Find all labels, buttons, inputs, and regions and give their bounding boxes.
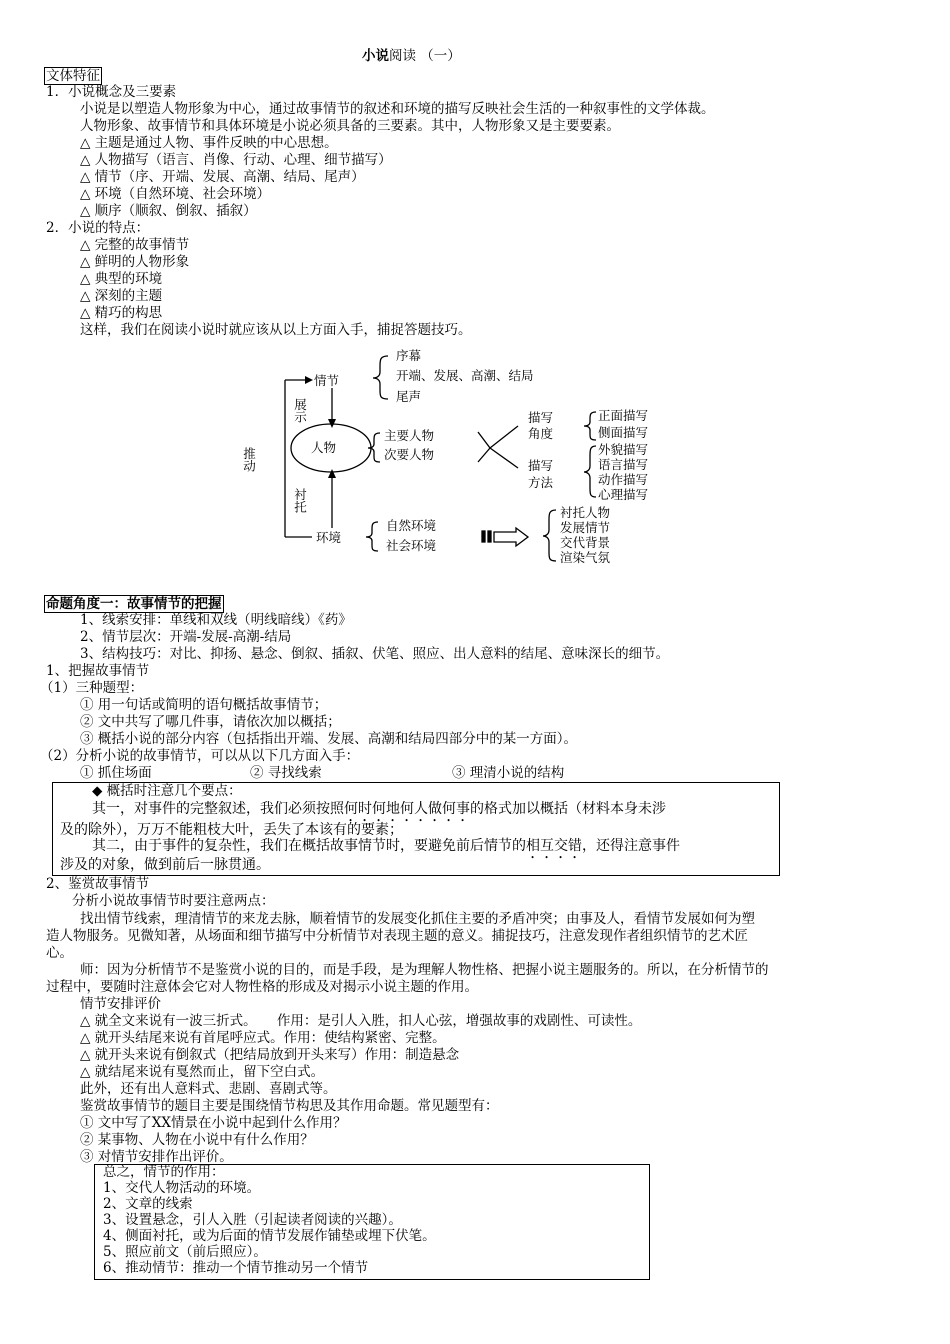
summary-line: 5、照应前文（前后照应）。 bbox=[103, 1244, 267, 1260]
paragraph-line: 小说是以塑造人物形象为中心，通过故事情节的叙述和环境的描写反映社会生活的一种叙事性的文学体裁。 bbox=[80, 101, 715, 117]
diagram-angle-item: 侧面描写 bbox=[598, 425, 649, 440]
paragraph-line: 这样，我们在阅读小说时就应该从以上方面入手，捕捉答题技巧。 bbox=[80, 322, 472, 338]
summary-line: 6、推动情节：推动一个情节推动另一个情节 bbox=[103, 1260, 369, 1276]
question-item: ③ 对情节安排作出评价。 bbox=[80, 1149, 233, 1165]
diagram-plot-item: 序幕 bbox=[396, 348, 422, 363]
question-item: ① 文中写了XX情景在小说中起到什么作用？ bbox=[80, 1115, 347, 1131]
diagram-method-item: 心理描写 bbox=[598, 487, 649, 502]
intro-line: 1、线索安排：单线和双线（明线暗线）《药》 bbox=[80, 612, 352, 628]
aspect-item: ③ 理清小说的结构 bbox=[452, 765, 565, 781]
summary-line: 3、设置悬念，引人入胜（引起读者阅读的兴趣）。 bbox=[103, 1212, 402, 1228]
diagram-label-tuidong: 推动 bbox=[241, 447, 257, 472]
question-item: ② 某事物、人物在小说中有什么作用？ bbox=[80, 1132, 314, 1148]
point-1-heading: 1．小说概念及三要素 bbox=[46, 84, 177, 100]
tips-text: 其二，由于事件的复杂性，我们在概括故事情节时，要避免前后情节的 bbox=[92, 838, 526, 854]
diagram-role: 主要人物 bbox=[384, 428, 435, 443]
diagram-angle-item: 正面描写 bbox=[598, 408, 649, 423]
diagram-angle-label: 描写 bbox=[528, 410, 554, 425]
title-bold: 小说 bbox=[362, 48, 389, 64]
eval-item: △ 就开头结尾来说有首尾呼应式。作用：使结构紧密、完整。 bbox=[80, 1030, 446, 1046]
paragraph-line: 此外，还有出人意料式、悲剧、喜剧式等。 bbox=[80, 1081, 337, 1097]
summary-line: 1、交代人物活动的环境。 bbox=[103, 1180, 261, 1196]
list-item: △ 顺序（顺叙、倒叙、插叙） bbox=[80, 203, 257, 219]
point-2-heading: 2．小说的特点： bbox=[46, 220, 150, 236]
tips-text: 其一，对事件的完整叙述，我们必须按照 bbox=[92, 801, 344, 817]
paragraph-line: 找出情节线索，理清情节的来龙去脉，顺着情节的发展变化抓住主要的矛盾冲突；由事及人，看情节发展如何为塑 bbox=[80, 911, 755, 927]
section-heading-plot: 命题角度一：故事情节的把握 bbox=[46, 596, 222, 612]
diagram-method-label: 描写 bbox=[528, 458, 554, 473]
aspect-item: ① 抓住场面 bbox=[80, 765, 152, 781]
paragraph-line: 鉴赏故事情节的题目主要是围绕情节构思及其作用命题。常见题型有： bbox=[80, 1098, 499, 1114]
diagram-label-chentuo: 衬托 bbox=[292, 488, 308, 513]
list-item: △ 精巧的构思 bbox=[80, 305, 163, 321]
page-title bbox=[362, 48, 461, 64]
paragraph-line: 人物形象、故事情节和具体环境是小说必须具备的三要素。其中，人物形象又是主要要素。 bbox=[80, 118, 620, 134]
list-item: △ 深刻的主题 bbox=[80, 288, 163, 304]
diagram-method-item: 外貌描写 bbox=[598, 442, 649, 457]
tips-line: 及的除外），万万不能粗枝大叶，丢失了本该有的要素； bbox=[60, 822, 403, 838]
diagram-env-function: 发展情节 bbox=[560, 520, 611, 535]
diagram-method-item: 动作描写 bbox=[598, 472, 649, 487]
type-item: ② 文中共写了哪几件事，请依次加以概括； bbox=[80, 714, 341, 730]
eval-heading: 情节安排评价 bbox=[80, 996, 161, 1012]
tips-emphasis: 相互交错 bbox=[526, 838, 582, 854]
intro-line: 2、情节层次：开端-发展-高潮-结局 bbox=[80, 629, 292, 645]
diagram-node-environment: 环境 bbox=[316, 530, 342, 545]
aspect-item: ② 寻找线索 bbox=[250, 765, 322, 781]
subheading-grasp: 1、把握故事情节 bbox=[46, 663, 150, 679]
paragraph-line: 心。 bbox=[46, 945, 73, 961]
tips-text: ，还得注意事件 bbox=[582, 838, 680, 854]
tips-emphasis: 何时何地何人做何事 bbox=[344, 801, 470, 817]
list-item: △ 完整的故事情节 bbox=[80, 237, 190, 253]
diagram-env-function: 衬托人物 bbox=[560, 505, 611, 520]
paragraph-line: 分析小说故事情节时要注意两点： bbox=[72, 893, 275, 909]
list-item: △ 情节（序、开端、发展、高潮、结局、尾声） bbox=[80, 169, 365, 185]
paragraph-line: 师：因为分析情节不是鉴赏小说的目的，而是手段，是为理解人物性格、把握小说主题服务的。所以，在分析情节的 bbox=[80, 962, 769, 978]
intro-line: 3、结构技巧：对比、抑扬、悬念、倒叙、插叙、伏笔、照应、出人意料的结尾、意味深长的细节。 bbox=[80, 646, 670, 662]
list-item: △ 鲜明的人物形象 bbox=[80, 254, 190, 270]
tips-text: 的格式加以概括（材料本身未涉 bbox=[470, 801, 666, 817]
diagram-plot-item: 开端、发展、高潮、结局 bbox=[396, 368, 534, 383]
diagram-env-function: 交代背景 bbox=[560, 535, 611, 550]
title-rest: 阅读 （一） bbox=[389, 48, 461, 64]
section-heading-genre: 文体特征 bbox=[46, 68, 100, 84]
summary-line: 总之，情节的作用： bbox=[103, 1164, 225, 1180]
paragraph-line: 造人物服务。见微知著，从场面和细节描写中分析情节对表现主题的意义。捕捉技巧，注意发现作者组织情节的艺术匠 bbox=[46, 928, 748, 944]
tips-head: ◆ 概括时注意几个要点： bbox=[92, 783, 242, 799]
eval-item: △ 就全文来说有一波三折式。 作用：是引人入胜，扣人心弦，增强故事的戏剧性、可读性。 bbox=[80, 1013, 642, 1029]
subheading-appreciate: 2、鉴赏故事情节 bbox=[46, 876, 150, 892]
subheading-types: （1）三种题型： bbox=[40, 680, 144, 696]
subheading-analyze: （2）分析小说的故事情节，可以从以下几方面入手： bbox=[40, 748, 360, 764]
diagram-env-function: 渲染气氛 bbox=[560, 550, 611, 565]
diagram-method-item: 语言描写 bbox=[598, 457, 649, 472]
summary-line: 4、侧面衬托，或为后面的情节发展作铺垫或埋下伏笔。 bbox=[103, 1228, 436, 1244]
list-item: △ 环境（自然环境、社会环境） bbox=[80, 186, 271, 202]
diagram-env-item: 社会环境 bbox=[386, 538, 437, 553]
diagram-angle-label: 角度 bbox=[528, 426, 554, 441]
tips-line: 涉及的对象，做到前后一脉贯通。 bbox=[60, 857, 270, 873]
diagram-label-zhanshi: 展示 bbox=[292, 398, 308, 423]
diagram-node-plot: 情节 bbox=[314, 373, 340, 388]
eval-item: △ 就开头来说有倒叙式（把结局放到开头来写）作用：制造悬念 bbox=[80, 1047, 460, 1063]
summary-line: 2、文章的线索 bbox=[103, 1196, 193, 1212]
diagram-method-label: 方法 bbox=[528, 475, 554, 490]
diagram-role: 次要人物 bbox=[384, 447, 435, 462]
eval-item: △ 就结尾来说有戛然而止，留下空白式。 bbox=[80, 1064, 325, 1080]
diagram-plot-item: 尾声 bbox=[396, 389, 422, 404]
paragraph-line: 过程中，要随时注意体会它对人物性格的形成及对揭示小说主题的作用。 bbox=[46, 979, 478, 995]
list-item: △ 人物描写（语言、肖像、行动、心理、细节描写） bbox=[80, 152, 392, 168]
list-item: △ 典型的环境 bbox=[80, 271, 163, 287]
list-item: △ 主题是通过人物、事件反映的中心思想。 bbox=[80, 135, 338, 151]
type-item: ① 用一句话或简明的语句概括故事情节； bbox=[80, 697, 328, 713]
diagram-node-character: 人物 bbox=[311, 440, 337, 455]
type-item: ③ 概括小说的部分内容（包括指出开端、发展、高潮和结局四部分中的某一方面）。 bbox=[80, 731, 578, 747]
diagram-env-item: 自然环境 bbox=[386, 518, 437, 533]
